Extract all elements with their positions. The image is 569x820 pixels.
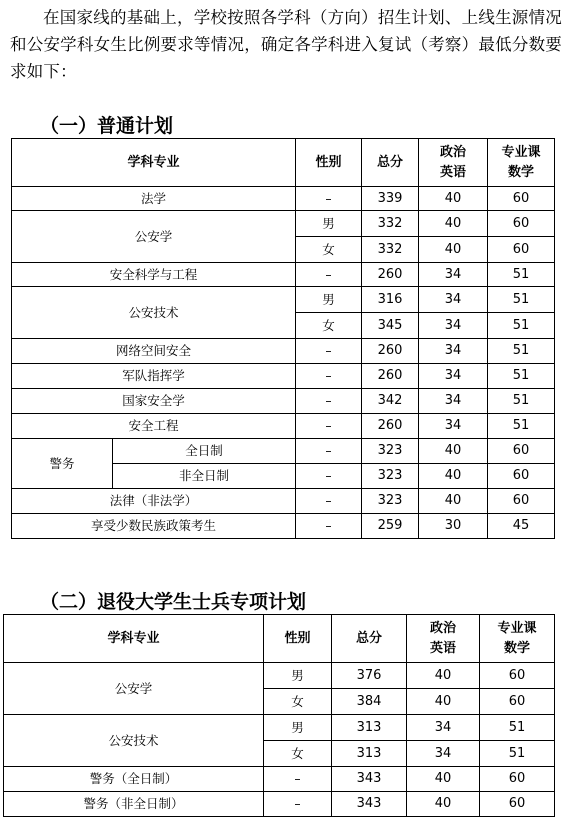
row-gender: – bbox=[296, 464, 362, 489]
row-total: 384 bbox=[332, 689, 407, 715]
table-row bbox=[4, 663, 555, 689]
row-professional: 60 bbox=[488, 439, 555, 464]
row-gender: 男 bbox=[264, 715, 332, 741]
row-politics: 40 bbox=[407, 689, 480, 715]
row-major: 法学 bbox=[12, 187, 296, 211]
table-row bbox=[4, 792, 555, 817]
header-math: 数学 bbox=[503, 640, 530, 656]
header-gender: 性别 bbox=[296, 139, 362, 187]
header-english: 英语 bbox=[429, 640, 456, 656]
row-total: 343 bbox=[332, 767, 407, 792]
row-total: 342 bbox=[362, 389, 419, 414]
table-row bbox=[12, 489, 555, 514]
row-professional: 60 bbox=[488, 187, 555, 211]
row-major: 公安技术 bbox=[4, 715, 264, 767]
table-row bbox=[12, 364, 555, 389]
row-gender: 女 bbox=[264, 689, 332, 715]
row-professional: 60 bbox=[480, 767, 555, 792]
table-row bbox=[12, 339, 555, 364]
row-total: 316 bbox=[362, 287, 419, 313]
header-professional-math bbox=[488, 139, 555, 187]
score-table-veterans bbox=[3, 614, 555, 817]
row-politics: 34 bbox=[419, 389, 488, 414]
section-title-2: （二）退役大学生士兵专项计划 bbox=[40, 591, 307, 613]
table-row bbox=[12, 414, 555, 439]
row-major: 公安技术 bbox=[12, 287, 296, 339]
row-major: 军队指挥学 bbox=[12, 364, 296, 389]
row-major: 警务（非全日制） bbox=[4, 792, 264, 817]
table-header-row bbox=[4, 615, 555, 663]
row-politics: 40 bbox=[419, 464, 488, 489]
row-professional: 60 bbox=[488, 489, 555, 514]
row-total: 323 bbox=[362, 489, 419, 514]
row-major: 公安学 bbox=[4, 663, 264, 715]
row-gender: 男 bbox=[296, 287, 362, 313]
row-professional: 51 bbox=[488, 389, 555, 414]
row-professional: 51 bbox=[480, 741, 555, 767]
row-professional: 60 bbox=[480, 792, 555, 817]
intro-paragraph bbox=[10, 4, 562, 85]
row-politics: 40 bbox=[419, 211, 488, 237]
row-gender: – bbox=[296, 263, 362, 287]
table-row bbox=[12, 514, 555, 539]
header-professional-math bbox=[480, 615, 555, 663]
row-gender: – bbox=[296, 489, 362, 514]
row-professional: 60 bbox=[480, 689, 555, 715]
row-politics: 34 bbox=[419, 287, 488, 313]
row-major: 警务 bbox=[12, 439, 113, 489]
row-politics: 34 bbox=[419, 414, 488, 439]
row-total: 260 bbox=[362, 414, 419, 439]
row-politics: 34 bbox=[407, 741, 480, 767]
row-politics: 40 bbox=[419, 439, 488, 464]
table-row bbox=[12, 187, 555, 211]
table-row bbox=[4, 715, 555, 741]
row-gender: – bbox=[296, 514, 362, 539]
row-major: 安全工程 bbox=[12, 414, 296, 439]
table-row bbox=[12, 439, 555, 464]
row-politics: 40 bbox=[407, 663, 480, 689]
header-english: 英语 bbox=[440, 164, 467, 180]
row-politics: 40 bbox=[419, 489, 488, 514]
row-politics: 34 bbox=[419, 364, 488, 389]
row-gender: – bbox=[296, 339, 362, 364]
header-professional: 专业课 bbox=[501, 144, 541, 160]
row-total: 259 bbox=[362, 514, 419, 539]
header-total: 总分 bbox=[332, 615, 407, 663]
row-total: 313 bbox=[332, 741, 407, 767]
row-professional: 51 bbox=[488, 339, 555, 364]
row-gender: – bbox=[296, 389, 362, 414]
header-politics: 政治 bbox=[429, 620, 456, 636]
row-total: 339 bbox=[362, 187, 419, 211]
row-total: 332 bbox=[362, 211, 419, 237]
row-professional: 60 bbox=[488, 211, 555, 237]
header-professional: 专业课 bbox=[497, 620, 537, 636]
row-politics: 40 bbox=[419, 187, 488, 211]
section-title-1: （一）普通计划 bbox=[40, 115, 174, 137]
table-row bbox=[12, 263, 555, 287]
score-table-regular bbox=[11, 138, 555, 539]
row-gender: – bbox=[264, 767, 332, 792]
header-major: 学科专业 bbox=[4, 615, 264, 663]
row-politics: 40 bbox=[407, 792, 480, 817]
row-politics: 40 bbox=[407, 767, 480, 792]
header-total: 总分 bbox=[362, 139, 419, 187]
row-major: 国家安全学 bbox=[12, 389, 296, 414]
table-row bbox=[4, 767, 555, 792]
header-gender: 性别 bbox=[264, 615, 332, 663]
row-major: 安全科学与工程 bbox=[12, 263, 296, 287]
row-gender: 男 bbox=[296, 211, 362, 237]
row-gender: – bbox=[264, 792, 332, 817]
row-professional: 60 bbox=[480, 663, 555, 689]
table-row bbox=[12, 389, 555, 414]
row-total: 343 bbox=[332, 792, 407, 817]
header-math: 数学 bbox=[508, 164, 535, 180]
row-major: 警务（全日制） bbox=[4, 767, 264, 792]
row-gender: 女 bbox=[264, 741, 332, 767]
row-total: 345 bbox=[362, 313, 419, 339]
row-professional: 60 bbox=[488, 464, 555, 489]
table-row bbox=[12, 211, 555, 237]
row-total: 332 bbox=[362, 237, 419, 263]
header-politics-english bbox=[407, 615, 480, 663]
row-total: 313 bbox=[332, 715, 407, 741]
header-politics-english bbox=[419, 139, 488, 187]
row-professional: 51 bbox=[488, 313, 555, 339]
row-gender: – bbox=[296, 439, 362, 464]
row-submajor: 非全日制 bbox=[113, 464, 296, 489]
row-major: 网络空间安全 bbox=[12, 339, 296, 364]
row-gender: 男 bbox=[264, 663, 332, 689]
row-total: 376 bbox=[332, 663, 407, 689]
row-total: 323 bbox=[362, 464, 419, 489]
row-professional: 51 bbox=[488, 263, 555, 287]
table-row bbox=[12, 287, 555, 313]
row-professional: 51 bbox=[488, 364, 555, 389]
row-gender: 女 bbox=[296, 313, 362, 339]
row-total: 260 bbox=[362, 364, 419, 389]
row-major: 法律（非法学） bbox=[12, 489, 296, 514]
row-submajor: 全日制 bbox=[113, 439, 296, 464]
table-header-row bbox=[12, 139, 555, 187]
row-politics: 34 bbox=[407, 715, 480, 741]
header-politics: 政治 bbox=[440, 144, 467, 160]
row-professional: 45 bbox=[488, 514, 555, 539]
row-politics: 34 bbox=[419, 339, 488, 364]
row-professional: 51 bbox=[480, 715, 555, 741]
row-professional: 51 bbox=[488, 287, 555, 313]
row-politics: 34 bbox=[419, 263, 488, 287]
row-gender: – bbox=[296, 364, 362, 389]
row-professional: 60 bbox=[488, 237, 555, 263]
row-total: 260 bbox=[362, 263, 419, 287]
row-total: 260 bbox=[362, 339, 419, 364]
row-professional: 51 bbox=[488, 414, 555, 439]
row-politics: 30 bbox=[419, 514, 488, 539]
row-politics: 34 bbox=[419, 313, 488, 339]
row-gender: 女 bbox=[296, 237, 362, 263]
row-major: 享受少数民族政策考生 bbox=[12, 514, 296, 539]
intro-text: 在国家线的基础上，学校按照各学科（方向）招生计划、上线生源情况和公安学科女生比例要求等情况，确定各学科进入复试（考察）最低分数要求如下： bbox=[10, 8, 562, 81]
row-gender: – bbox=[296, 187, 362, 211]
row-major: 公安学 bbox=[12, 211, 296, 263]
row-politics: 40 bbox=[419, 237, 488, 263]
row-total: 323 bbox=[362, 439, 419, 464]
header-major: 学科专业 bbox=[12, 139, 296, 187]
row-gender: – bbox=[296, 414, 362, 439]
